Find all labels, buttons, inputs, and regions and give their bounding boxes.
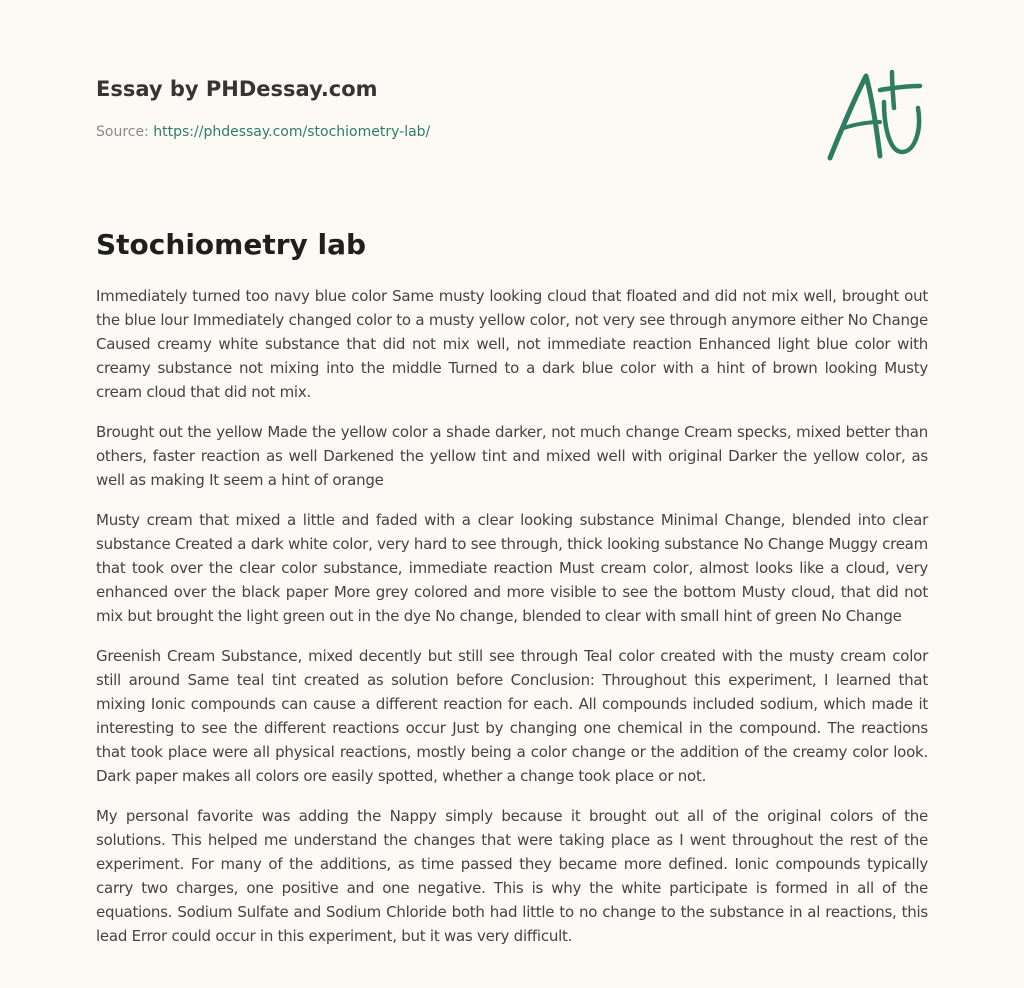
essay-body <box>96 284 928 964</box>
source-line <box>96 122 928 142</box>
source-link[interactable]: https://phdessay.com/stochiometry-lab/ <box>153 124 431 140</box>
brand-title: Essay by PHDessay.com <box>96 77 378 101</box>
essay-paragraph: Musty cream that mixed a little and faded with a clear looking substance Minimal Change, blended into clear substance Created a dark white color, very hard to see through, thick looking substance No Change Muggy cream that took over the clear color substance, immediate reaction Must cream color, almost looks like a cloud, very enhanced over the black paper More grey colored and more visible to see the bottom Musty cloud, that did not mix but brought the light green out in the dye No change, blended to clear with small hint of green No Change <box>96 511 928 625</box>
source-label: Source: <box>96 124 149 140</box>
document-header <box>96 74 928 142</box>
essay-paragraph: Brought out the yellow Made the yellow color a shade darker, not much change Cream specks, mixed better than others, faster reaction as well Darkened the yellow tint and mixed well with original Darker the yellow color, as well as making It seem a hint of orange <box>96 423 928 489</box>
essay-paragraph: My personal favorite was adding the Nappy simply because it brought out all of the original colors of the solutions. This helped me understand the changes that were taking place as I went throughout the rest of the experiment. For many of the additions, as time passed they became more defined. Ionic compounds typically carry two charges, one positive and one negative. This is why the white participate is formed in all of the equations. Sodium Sulfate and Sodium Chloride both had little to no change to the substance in al reactions, this lead Error could occur in this experiment, but it was very difficult. <box>96 807 928 945</box>
essay-paragraph: Greenish Cream Substance, mixed decently but still see through Teal color created with the musty cream color still around Same teal tint created as solution before Conclusion: Throughout this experiment, I learned that mixing Ionic compounds can cause a different reaction for each. All compounds included sodium, which made it interesting to see the different reactions occur Just by changing one chemical in the compound. The reactions that took place were all physical reactions, mostly being a color change or the addition of the creamy color look. Dark paper makes all colors ore easily spotted, whether a change took place or not. <box>96 647 928 785</box>
a-plus-logo-icon <box>822 68 928 164</box>
essay-title: Stochiometry lab <box>96 228 367 261</box>
essay-paragraph: Immediately turned too navy blue color Same musty looking cloud that floated and did not mix well, brought out the blue lour Immediately changed color to a musty yellow color, not very see through anymore either No Change Caused creamy white substance that did not mix well, not immediate reaction Enhanced light blue color with creamy substance not mixing into the middle Turned to a dark blue color with a hint of brown looking Musty cream cloud that did not mix. <box>96 287 928 401</box>
